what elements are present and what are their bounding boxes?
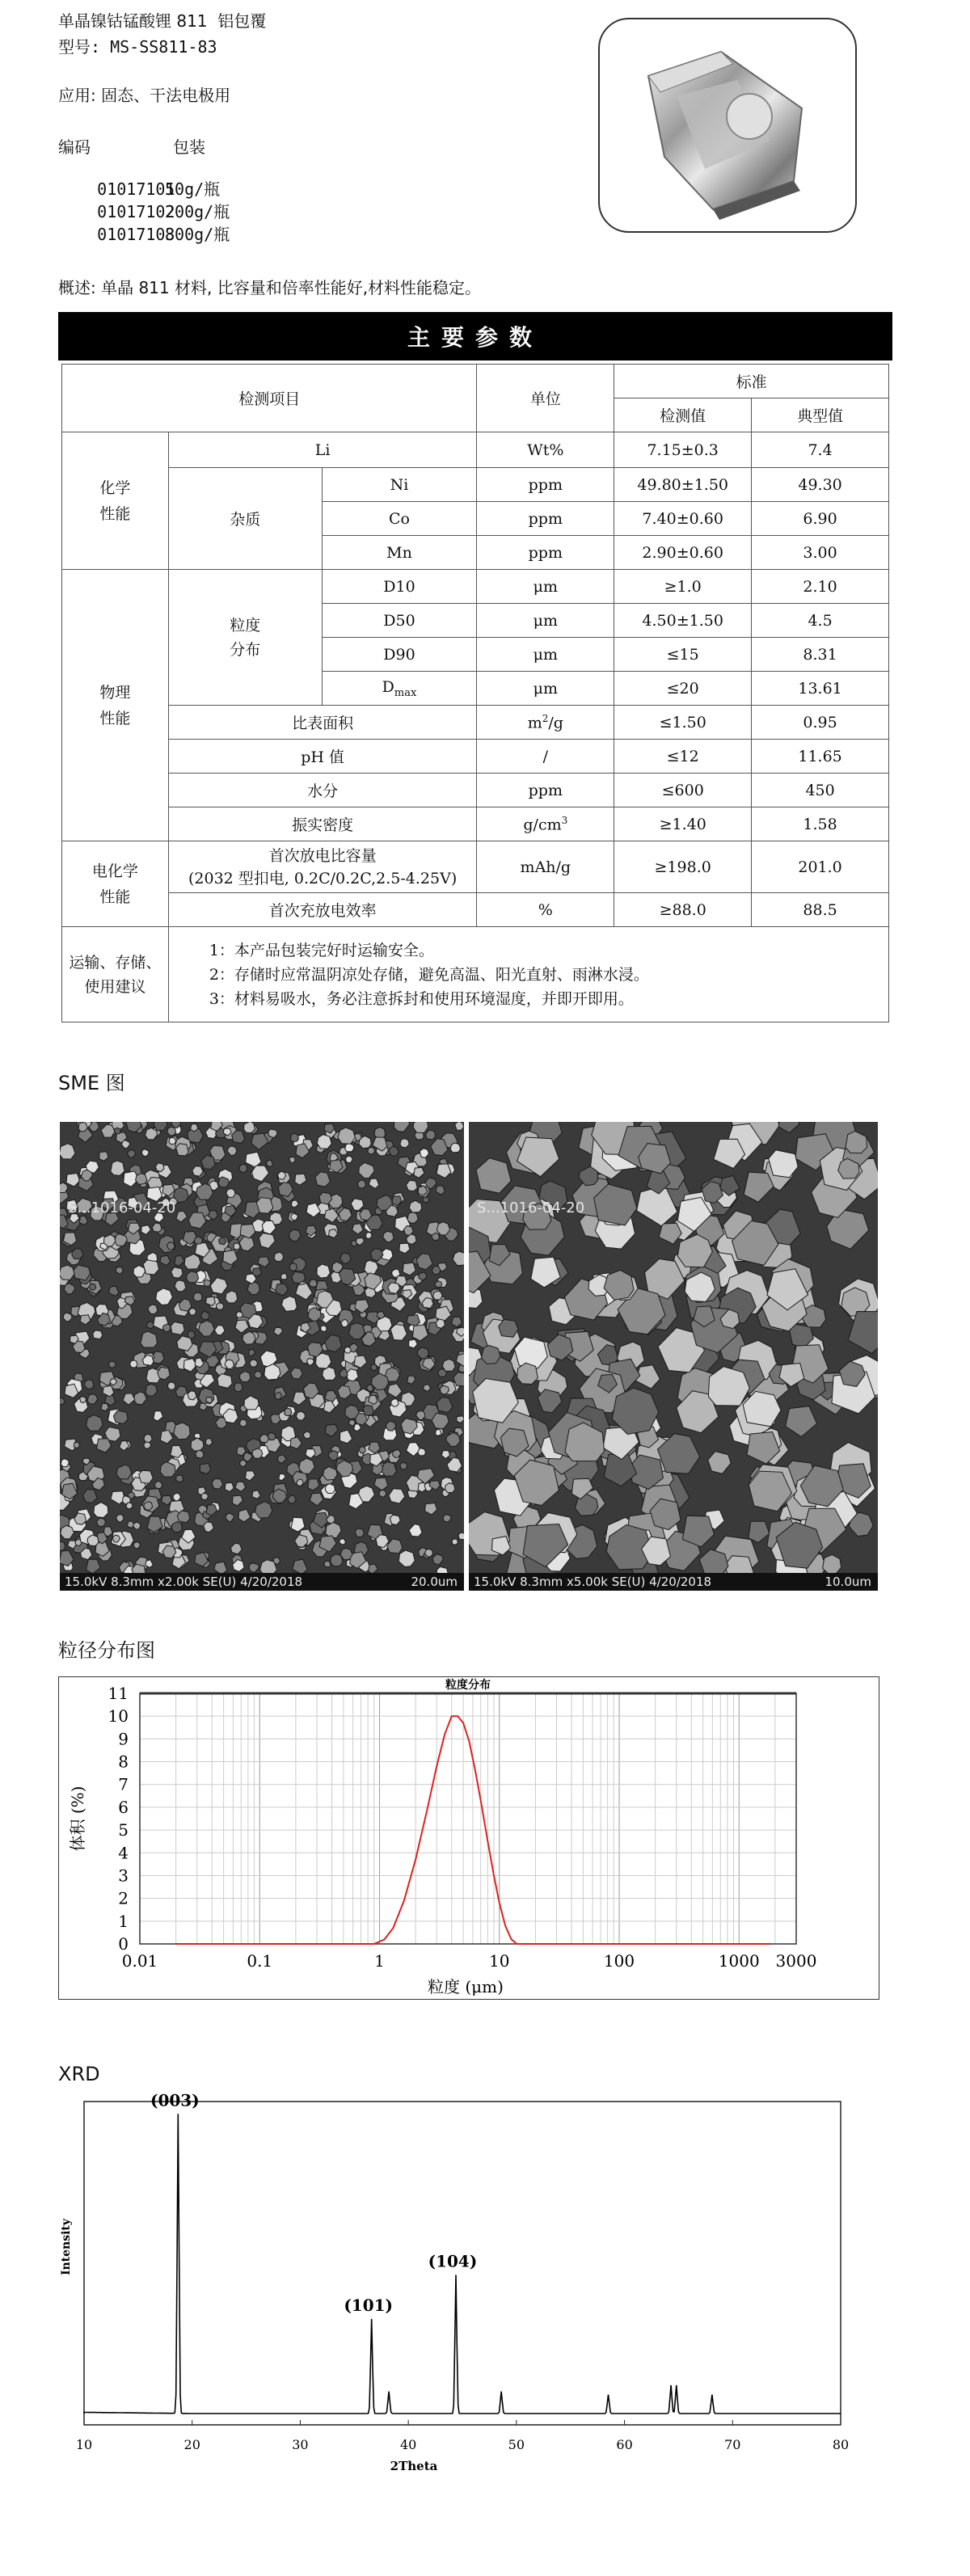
chart-title: 粒度分布	[445, 1679, 491, 1692]
pack-header: 包装	[173, 137, 205, 157]
row-test: ≤1.50	[614, 706, 752, 740]
x-tick-label: 10	[489, 1951, 510, 1971]
peak-label: (003)	[150, 2092, 200, 2110]
table-row	[62, 893, 889, 927]
group-transport: 运输、存储、 使用建议	[62, 927, 169, 1022]
xrd-section-title: XRD	[58, 2063, 100, 2085]
table-row	[62, 927, 889, 1022]
sku-row	[58, 160, 221, 199]
row-typical: 1.58	[752, 807, 889, 841]
row-test: 2.90±0.60	[614, 536, 752, 570]
table-row	[62, 740, 889, 774]
row-name: 振实密度	[168, 807, 477, 841]
product-name: 单晶镍钴锰酸锂 811 铝包覆	[58, 11, 267, 31]
x-tick-label: 1	[374, 1951, 385, 1971]
table-row	[62, 468, 889, 502]
x-tick-label: 0.1	[247, 1951, 273, 1971]
spec-table	[61, 364, 889, 1022]
table-row	[62, 570, 889, 604]
row-unit: μm	[477, 638, 614, 672]
x-tick-label: 3000	[775, 1951, 817, 1971]
notes-cell	[168, 927, 888, 1022]
row-test: ≤15	[614, 638, 752, 672]
col-typical: 典型值	[752, 398, 889, 432]
sem-image-2	[469, 1122, 878, 1591]
psd-grid	[140, 1693, 796, 1944]
x-axis-label: 粒度 (μm)	[428, 1977, 504, 1996]
row-unit: ppm	[477, 774, 614, 807]
group-phys: 物理 性能	[62, 570, 169, 841]
group-impurity: 杂质	[168, 468, 322, 570]
sku-pack: 200g/瓶	[165, 202, 230, 221]
row-name: D10	[322, 570, 477, 604]
sku-pack: 50g/瓶	[165, 179, 221, 199]
note-item: 2：存储时应常温阴凉处存储，避免高温、阳光直射、雨淋水浸。	[209, 965, 649, 984]
row-typical: 88.5	[752, 893, 889, 927]
row-test: 4.50±1.50	[614, 604, 752, 638]
row-typical: 6.90	[752, 502, 889, 536]
row-test: ≥88.0	[614, 893, 752, 927]
row-name: D50	[322, 604, 477, 638]
row-unit: $g/cm^3$	[477, 807, 614, 841]
y-tick-label: 0	[118, 1934, 129, 1954]
row-test: ≤20	[614, 672, 752, 706]
row-name: $D_{max}$	[322, 672, 477, 706]
table-title: 主要参数	[58, 312, 892, 360]
row-name: Mn	[322, 536, 477, 570]
x-tick-label: 40	[399, 2437, 417, 2452]
row-name: pH 值	[168, 740, 477, 774]
group-psd: 粒度 分布	[168, 570, 322, 706]
row-unit: /	[477, 740, 614, 774]
psd-section-title: 粒径分布图	[58, 1639, 155, 1662]
psd-chart	[58, 1676, 879, 2000]
row-name: Ni	[322, 468, 477, 502]
xrd-svg	[48, 2092, 857, 2472]
note-item: 3：材料易吸水，务必注意拆封和使用环境湿度，并即开即用。	[209, 989, 634, 1008]
application: 应用: 固态、干法电极用	[58, 86, 231, 105]
summary-text: 概述: 单晶 811 材料, 比容量和倍率性能好,材料性能稳定。	[58, 278, 482, 297]
row-unit: Wt%	[477, 432, 614, 468]
y-tick-label: 2	[118, 1888, 129, 1908]
sku-code: 01017103	[97, 225, 175, 244]
code-header: 编码	[58, 137, 91, 157]
row-typical: 7.4	[752, 432, 889, 468]
col-unit: 单位	[477, 365, 614, 432]
y-tick-label: 9	[118, 1729, 129, 1749]
group-echem: 电化学 性能	[62, 841, 169, 927]
y-tick-label: 7	[118, 1774, 129, 1794]
sem-tag: S...1016-04-20	[477, 1199, 585, 1216]
psd-svg	[59, 1677, 879, 1999]
x-tick-label: 80	[832, 2437, 850, 2452]
row-test: 49.80±1.50	[614, 468, 752, 502]
row-typical: 11.65	[752, 740, 889, 774]
product-photo	[598, 18, 857, 233]
peak-label: (104)	[428, 2251, 478, 2271]
row-name: Li	[168, 432, 477, 468]
y-tick-label: 3	[118, 1866, 129, 1886]
foil-bag-image	[600, 19, 855, 231]
note-item: 1：本产品包装完好时运输安全。	[209, 941, 434, 959]
row-unit: mAh/g	[477, 841, 614, 893]
xrd-chart	[48, 2092, 857, 2472]
row-name: 水分	[168, 774, 477, 807]
model-number: 型号: MS-SS811-83	[58, 37, 217, 57]
row-name: 比表面积	[168, 706, 477, 740]
table-row	[62, 841, 889, 893]
sku-pack: 800g/瓶	[165, 225, 230, 244]
sem-tag: S...1016-04-20	[68, 1199, 176, 1216]
x-tick-label: 0.01	[121, 1951, 158, 1971]
sem-scale: 20.0um	[411, 1575, 458, 1589]
y-axis-label: 体积 (%)	[68, 1785, 87, 1852]
y-tick-label: 5	[118, 1820, 129, 1840]
sem-texture	[60, 1122, 464, 1591]
row-typical: 450	[752, 774, 889, 807]
row-name: D90	[322, 638, 477, 672]
y-tick-label: 8	[118, 1752, 129, 1772]
row-unit: μm	[477, 570, 614, 604]
group-chem: 化学 性能	[62, 432, 169, 570]
sem-infobar: 15.0kV 8.3mm x5.00k SE(U) 4/20/2018 10.0um	[469, 1573, 878, 1591]
sem-image-1	[60, 1122, 464, 1591]
y-tick-label: 6	[118, 1797, 129, 1817]
row-unit: ppm	[477, 468, 614, 502]
row-typical: 0.95	[752, 706, 889, 740]
table-row	[62, 807, 889, 841]
row-test: ≥1.40	[614, 807, 752, 841]
row-test: ≥198.0	[614, 841, 752, 893]
row-name: Co	[322, 502, 477, 536]
x-axis-label: 2Theta	[390, 2459, 438, 2472]
row-typical: 49.30	[752, 468, 889, 502]
row-name: 首次充放电效率	[168, 893, 477, 927]
sem-title: SME 图	[58, 1072, 125, 1094]
x-tick-label: 10	[75, 2437, 93, 2452]
table-row	[62, 774, 889, 807]
row-unit: ppm	[477, 502, 614, 536]
y-tick-label: 10	[108, 1706, 129, 1726]
row-typical: 201.0	[752, 841, 889, 893]
y-tick-label: 11	[108, 1684, 129, 1703]
row-test: ≤12	[614, 740, 752, 774]
sem-scale: 10.0um	[824, 1575, 871, 1589]
plot-frame	[140, 1693, 796, 1944]
x-tick-label: 20	[183, 2437, 200, 2452]
row-unit: %	[477, 893, 614, 927]
y-axis-label: Intensity	[60, 2218, 73, 2276]
x-tick-label: 100	[603, 1951, 635, 1971]
col-standard: 标准	[614, 365, 889, 398]
row-unit: $m^2/g$	[477, 706, 614, 740]
row-test: ≥1.0	[614, 570, 752, 604]
x-tick-label: 1000	[718, 1951, 760, 1971]
row-test: 7.15±0.3	[614, 432, 752, 468]
row-typical: 13.61	[752, 672, 889, 706]
sku-code: 01017102	[97, 202, 175, 221]
peak-label: (101)	[344, 2296, 394, 2315]
row-typical: 4.5	[752, 604, 889, 638]
col-test: 检测值	[614, 398, 752, 432]
row-test: 7.40±0.60	[614, 502, 752, 536]
sku-code: 01017101	[97, 179, 175, 199]
row-unit: μm	[477, 604, 614, 638]
table-row	[62, 706, 889, 740]
col-item: 检测项目	[62, 365, 477, 432]
sku-list	[58, 160, 230, 244]
row-name: 首次放电比容量 (2032 型扣电, 0.2C/0.2C,2.5-4.25V)	[168, 841, 477, 893]
table-row	[62, 432, 889, 468]
x-tick-label: 50	[508, 2437, 525, 2452]
row-typical: 2.10	[752, 570, 889, 604]
x-tick-label: 60	[616, 2437, 633, 2452]
y-tick-label: 1	[118, 1911, 129, 1931]
x-tick-label: 30	[292, 2437, 309, 2452]
row-typical: 8.31	[752, 638, 889, 672]
row-test: ≤600	[614, 774, 752, 807]
row-unit: μm	[477, 672, 614, 706]
row-typical: 3.00	[752, 536, 889, 570]
y-tick-label: 4	[118, 1843, 129, 1863]
row-unit: ppm	[477, 536, 614, 570]
x-tick-label: 70	[724, 2437, 741, 2452]
sem-infobar: 15.0kV 8.3mm x2.00k SE(U) 4/20/2018 20.0um	[60, 1573, 464, 1591]
sem-texture	[469, 1122, 878, 1591]
